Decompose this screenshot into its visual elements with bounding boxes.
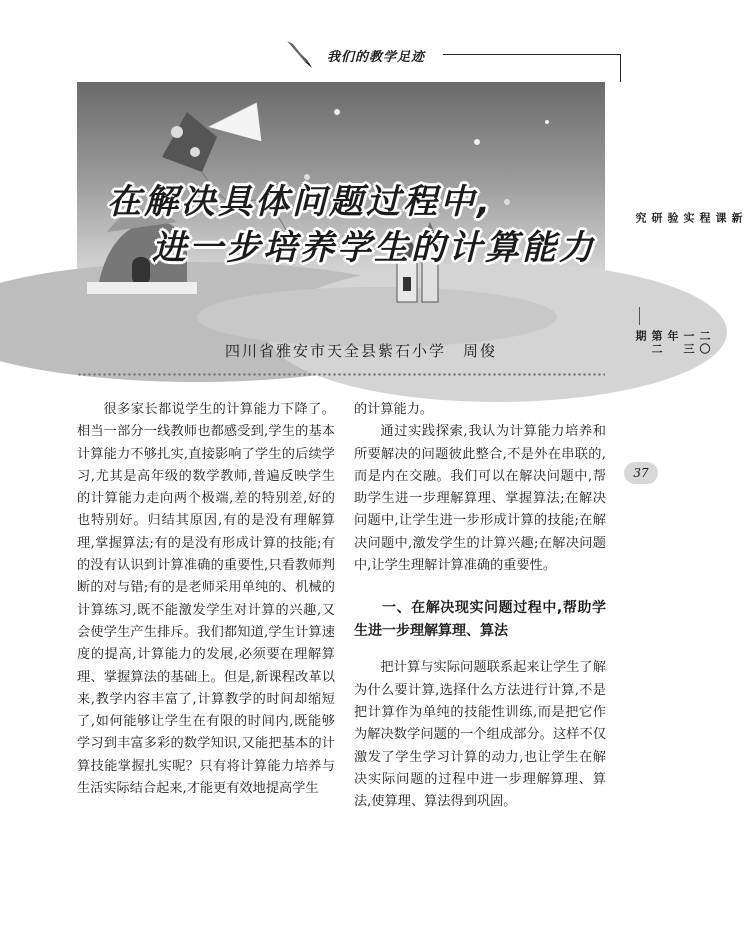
paragraph-continuation: 的计算能力。 bbox=[354, 402, 434, 417]
page-number: 37 bbox=[624, 462, 658, 484]
article-banner bbox=[77, 82, 605, 322]
sidebar-divider bbox=[639, 307, 640, 325]
paragraph: 把计算与实际问题联系起来让学生了解为什么要计算,选择什么方法进行计算,不是把计算作为单纯的技能性训练,而是把它作为解决数学问题的一个组成部分。这样不仅激发了学生学习计算的动力,也让学生在解决实际问题的过程中进一步理解算理、算法,使算理、算法得到巩固。 bbox=[354, 660, 606, 810]
header-rule bbox=[443, 54, 620, 55]
section-title: 我们的教学足迹 bbox=[327, 50, 426, 65]
dotted-divider bbox=[77, 372, 605, 380]
author-byline: 四川省雅安市天全县紫石小学 周俊 bbox=[225, 342, 498, 360]
paragraph: 通过实践探索,我认为计算能力培养和所要解决的问题彼此整合,不是外在串联的,而是内在交融。我们可以在解决问题中,帮助学生进一步理解算理、掌握算法;在解决问题中,让学生进一步形成计算的技能;在解决问题中,激发学生的计算兴趣;在解决问题中,让学生理解计算准确的重要性。 bbox=[354, 424, 606, 574]
article-title-line2: 进一步培养学生的计算能力 bbox=[152, 228, 596, 268]
journal-name: 新课程实验研究 bbox=[634, 212, 743, 225]
section-heading: 一、在解决现实问题过程中,帮助学生进一步理解算理、算法 bbox=[354, 600, 606, 640]
pen-icon bbox=[285, 40, 321, 70]
issue-label: 二〇一三年 第二期 bbox=[634, 330, 711, 356]
left-column bbox=[77, 399, 335, 800]
paragraph: 很多家长都说学生的计算能力下降了。相当一部分一线教师也都感受到,学生的基本计算能力不够扎实,直接影响了学生的后续学习,尤其是高年级的数学教师,普遍反映学生的计算能力走向两个极端,差的特别差,好的也特别好。归结其原因,有的是没有理解算理,掌握算法;有的是没有形成计算的技能;有的没有认识到计算准确的重要性,只看教师判断的对与错;有的是老师采用单纯的、机械的计算练习,既不能激发学生对计算的兴趣,又会使学生产生排斥。我们都知道,学生计算速度的提高,计算能力的发展,必须要在理解算理、掌握算法的基础上。但是,新课程改革以来,教学内容丰富了,计算教学的时间却缩短了,如何能够让学生在有限的时间内,既能够学习到丰富多彩的数学知识,又能把基本的计算技能掌握扎实呢？只有将计算能力培养与生活实际结合起来,才能更有效地提高学生 bbox=[77, 402, 335, 797]
right-column bbox=[354, 399, 606, 813]
article-title-line1: 在解决具体问题过程中, bbox=[107, 182, 493, 222]
running-header bbox=[285, 40, 620, 70]
header-vertical-rule bbox=[620, 54, 621, 82]
